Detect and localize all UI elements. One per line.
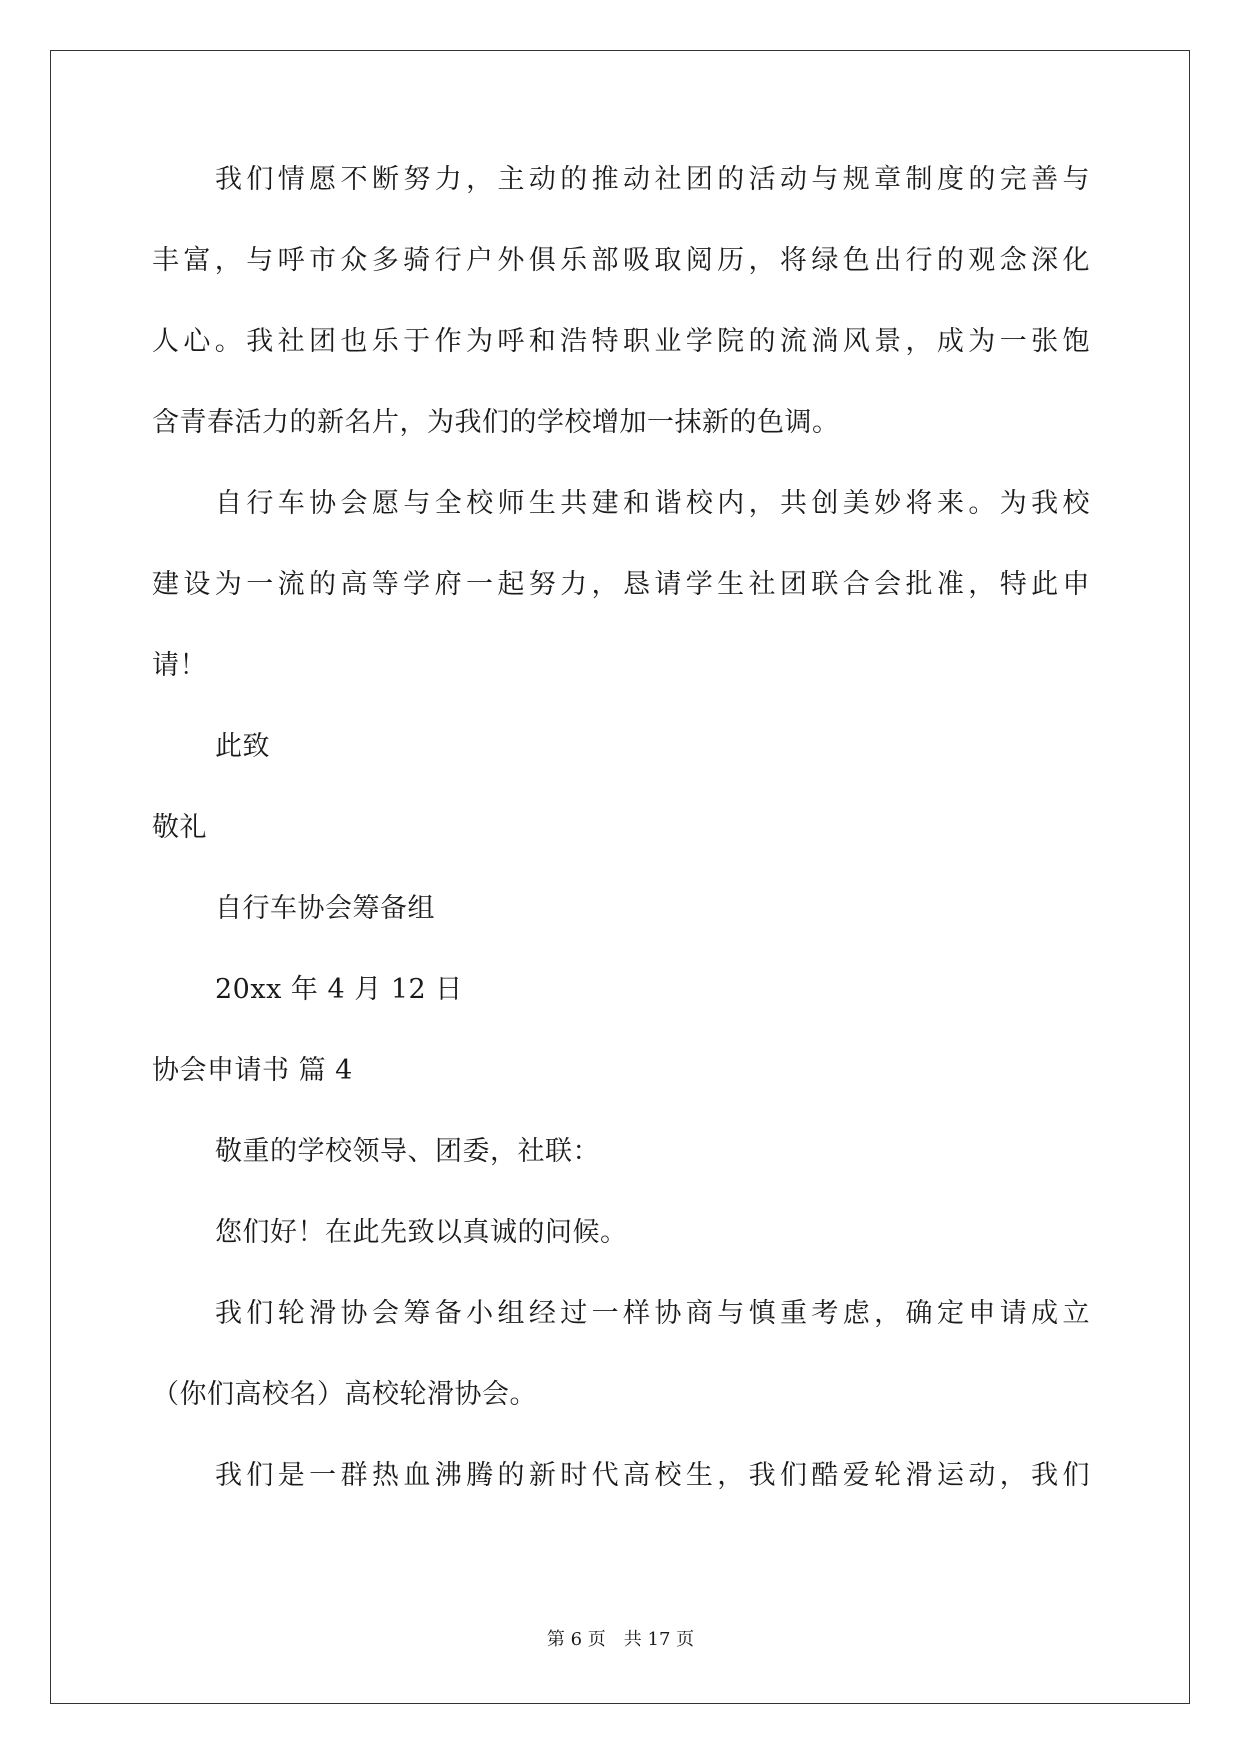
page-total: 共 17 页 xyxy=(623,1629,695,1650)
signature-date: 20xx 年 4 月 12 日 xyxy=(215,974,463,1005)
paragraph-line: 您们好！在此先致以真诚的问候。 xyxy=(215,1217,628,1248)
paragraph-line: 我们轮滑协会筹备小组经过一样协商与慎重考虑，确定申请成立 xyxy=(215,1298,1090,1329)
paragraph-line: （你们高校名）高校轮滑协会。 xyxy=(152,1379,537,1410)
section-heading: 协会申请书 篇 4 xyxy=(152,1055,353,1086)
page-number: 第 6 页 xyxy=(546,1629,606,1650)
paragraph-line: 含青春活力的新名片，为我们的学校增加一抹新的色调。 xyxy=(152,407,840,438)
salutation-regards: 敬礼 xyxy=(152,812,207,843)
paragraph-line: 我们情愿不断努力，主动的推动社团的活动与规章制度的完善与 xyxy=(215,164,1090,195)
paragraph-line: 丰富，与呼市众多骑行户外俱乐部吸取阅历，将绿色出行的观念深化 xyxy=(152,245,1090,276)
paragraph-line: 自行车协会愿与全校师生共建和谐校内，共创美妙将来。为我校 xyxy=(215,488,1090,519)
letter-greeting: 敬重的学校领导、团委，社联： xyxy=(215,1136,600,1167)
salutation-closing: 此致 xyxy=(215,731,270,762)
paragraph-line: 我们是一群热血沸腾的新时代高校生，我们酷爱轮滑运动，我们 xyxy=(215,1460,1090,1491)
paragraph-line: 人心。我社团也乐于作为呼和浩特职业学院的流淌风景，成为一张饱 xyxy=(152,326,1090,357)
paragraph-line: 请！ xyxy=(152,650,207,681)
page-footer xyxy=(0,1625,1241,1651)
paragraph-line: 建设为一流的高等学府一起努力，恳请学生社团联合会批准，特此申 xyxy=(152,569,1090,600)
document-body xyxy=(152,160,1090,1537)
signature-organization: 自行车协会筹备组 xyxy=(215,893,435,924)
